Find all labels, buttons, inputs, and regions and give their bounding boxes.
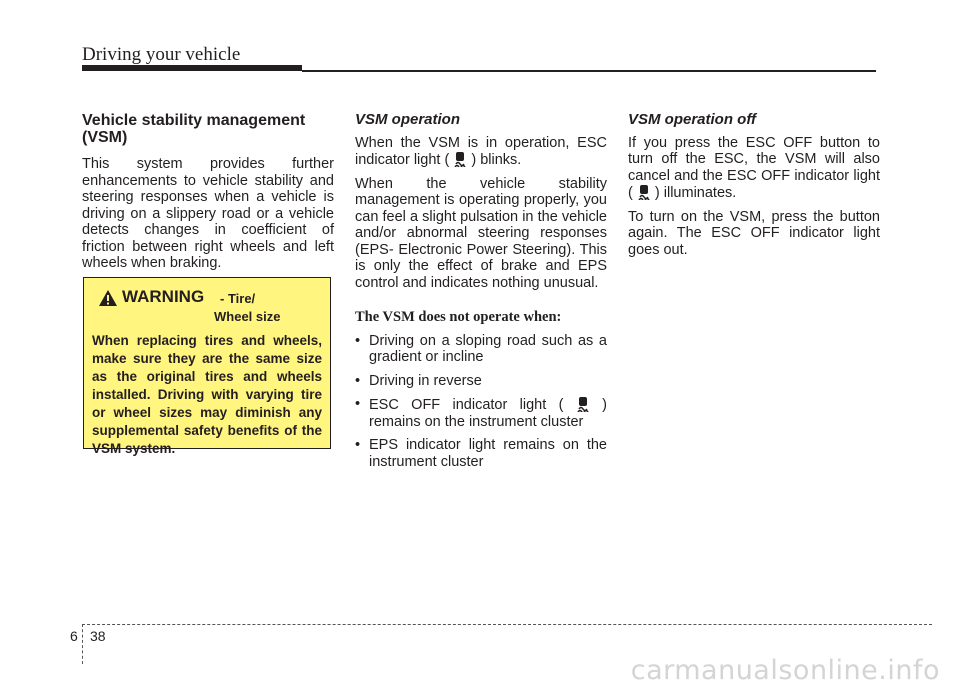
page-number: 38: [90, 628, 106, 644]
warning-body: When replacing tires and wheels, make sure they are the same size as the original tires and wheels installed. Driving with varying tire or wheel sizes may diminish any supplemental safety benefits of the VSM system.: [92, 333, 322, 456]
page-header-title: Driving your vehicle: [82, 44, 241, 65]
esc-off-indicator-icon: [637, 184, 651, 200]
vsm-off-p2: To turn on the VSM, press the button again. The ESC OFF indicator light goes out.: [628, 208, 880, 258]
footer-divider: [82, 624, 83, 664]
chapter-number: 6: [70, 628, 78, 644]
column-vsm-operation: [355, 112, 607, 477]
watermark-text: carmanualsonline.info: [630, 655, 940, 686]
header-bar: [82, 65, 302, 71]
header-rule: [302, 70, 876, 72]
vsm-operation-p1-after: ) blinks.: [471, 152, 522, 168]
warning-topic-line2: Wheel size: [214, 309, 281, 324]
section-title-vsm: Vehicle stability management (VSM): [82, 112, 306, 146]
warning-box: [83, 277, 331, 456]
vsm-intro-paragraph: This system provides further enhancements to vehicle stability and steering responses when a vehicle is driving on a slippery road or a vehicle detects changes in coefficient of friction between right wheels and left wheels when braking.: [82, 156, 334, 271]
list-item: • Driving in reverse: [355, 372, 482, 389]
vsm-operation-p2: When the vehicle stability management is operating properly, you can feel a slight pulsation in the vehicle and/or abnormal steering responses (EPS- Electronic Power Steering). This is only the effect of brake and EPS control and indicates nothing unusual.: [355, 175, 607, 291]
column-vsm-off: [628, 112, 880, 265]
warning-header: [92, 286, 322, 326]
list-item: • ESC OFF indicator light ( ) remains on the instrument cluster: [355, 396, 608, 430]
esc-off-indicator-icon: [576, 396, 590, 412]
column-vsm-intro: [82, 112, 334, 279]
esc-indicator-icon: [453, 151, 467, 167]
warning-triangle-icon: [98, 289, 118, 307]
vsm-off-p1: If you press the ESC OFF button to turn off the ESC, the VSM will also cancel and the ESC OFF indicator light ( ) illuminates.: [628, 134, 880, 201]
list-item: • EPS indicator light remains on the instrument cluster: [355, 437, 607, 470]
section-title-vsm-off: VSM operation off: [628, 111, 757, 128]
vsm-operation-p1-before: When the VSM is in operation, ESC indicator light (: [355, 134, 607, 168]
section-title-vsm-operation: VSM operation: [355, 111, 461, 128]
list-item: • Driving on a sloping road such as a gradient or incline: [355, 332, 607, 365]
not-operate-list: [355, 333, 607, 471]
warning-label: WARNING: [122, 287, 205, 306]
not-operate-title: The VSM does not operate when:: [355, 309, 562, 325]
footer-rule: [82, 624, 932, 625]
warning-topic-line1: - Tire/: [220, 291, 256, 306]
vsm-operation-p1: [355, 135, 607, 169]
